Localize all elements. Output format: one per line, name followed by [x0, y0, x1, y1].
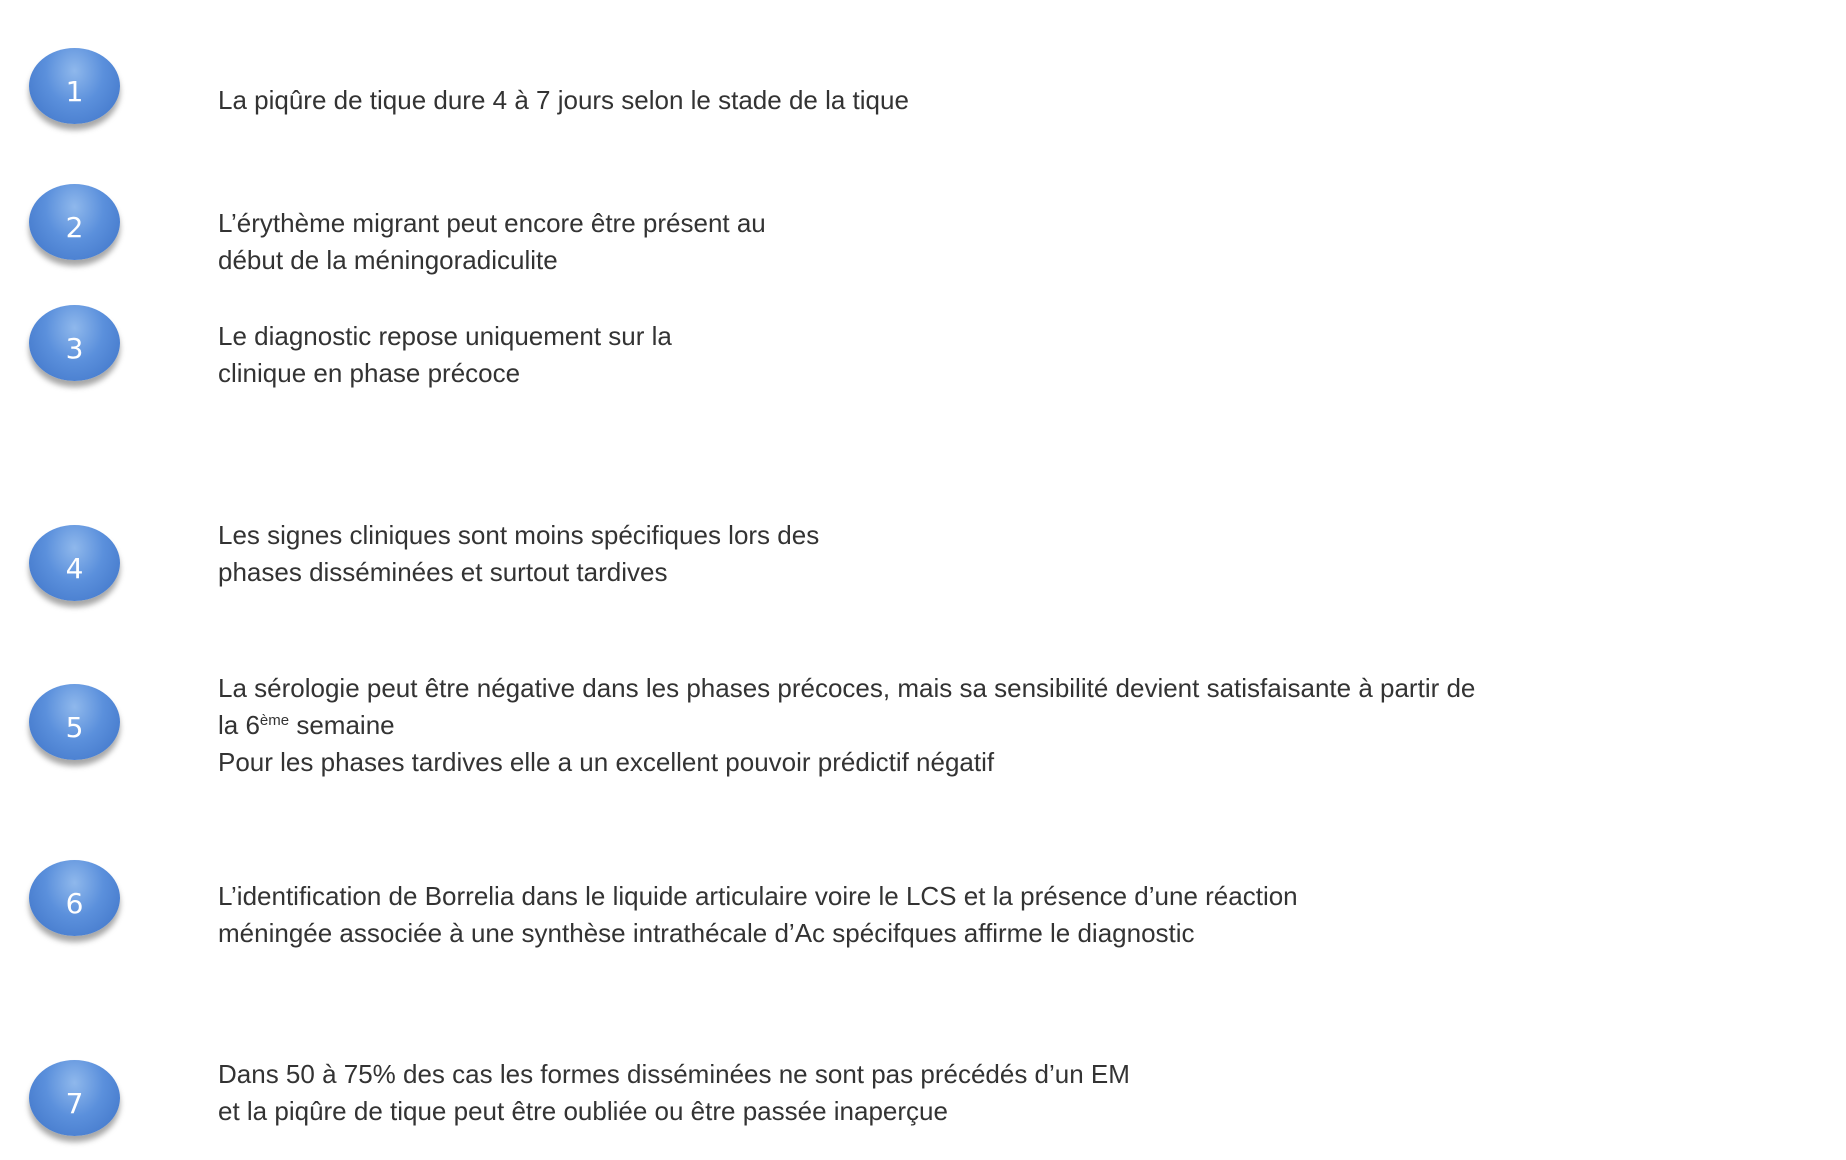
- statement-line: La piqûre de tique dure 4 à 7 jours selon le stade de la tique: [218, 85, 909, 115]
- statement-line: et la piqûre de tique peut être oubliée ou être passée inaperçue: [218, 1096, 948, 1126]
- statement-line: méningée associée à une synthèse intrathécale d’Ac spécifques affirme le diagnostic: [218, 918, 1195, 948]
- statement-line: L’identification de Borrelia dans le liquide articulaire voire le LCS et la présence d’une réaction: [218, 881, 1298, 911]
- statement-6: [218, 878, 1298, 952]
- statement-line-with-superscript: [218, 707, 1475, 744]
- statement-4: [218, 517, 819, 591]
- statement-line: phases disséminées et surtout tardives: [218, 557, 668, 587]
- ordinal-superscript: ème: [259, 712, 290, 729]
- statement-2: [218, 205, 766, 279]
- number-bullet-5: [29, 684, 120, 760]
- statement-text: semaine: [289, 710, 395, 740]
- statement-line: Le diagnostic repose uniquement sur la: [218, 321, 672, 351]
- statement-text: la 6: [218, 710, 260, 740]
- number-bullet-3: [29, 305, 120, 381]
- statement-1: [218, 82, 909, 119]
- bullet-number: 5: [65, 710, 84, 744]
- statement-line: L’érythème migrant peut encore être présent au: [218, 208, 766, 238]
- statement-7: [218, 1056, 1130, 1130]
- bullet-number: 6: [65, 886, 84, 920]
- statement-5: [218, 670, 1475, 781]
- number-bullet-4: [29, 525, 120, 601]
- statement-line: La sérologie peut être négative dans les phases précoces, mais sa sensibilité devient satisfaisante à partir de: [218, 673, 1476, 703]
- bullet-number: 3: [65, 331, 84, 365]
- number-bullet-7: [29, 1060, 120, 1136]
- number-bullet-1: [29, 48, 120, 124]
- statement-line: Les signes cliniques sont moins spécifiques lors des: [218, 520, 820, 550]
- number-bullet-6: [29, 860, 120, 936]
- statement-line: clinique en phase précoce: [218, 358, 521, 388]
- statement-line: début de la méningoradiculite: [218, 245, 558, 275]
- bullet-number: 4: [65, 551, 84, 585]
- statement-line: Dans 50 à 75% des cas les formes disséminées ne sont pas précédés d’un EM: [218, 1059, 1130, 1089]
- bullet-number: 2: [65, 210, 84, 244]
- statement-3: [218, 318, 672, 392]
- number-bullet-2: [29, 184, 120, 260]
- statement-line: Pour les phases tardives elle a un excellent pouvoir prédictif négatif: [218, 747, 995, 777]
- bullet-number: 7: [65, 1086, 84, 1120]
- bullet-number: 1: [65, 74, 84, 108]
